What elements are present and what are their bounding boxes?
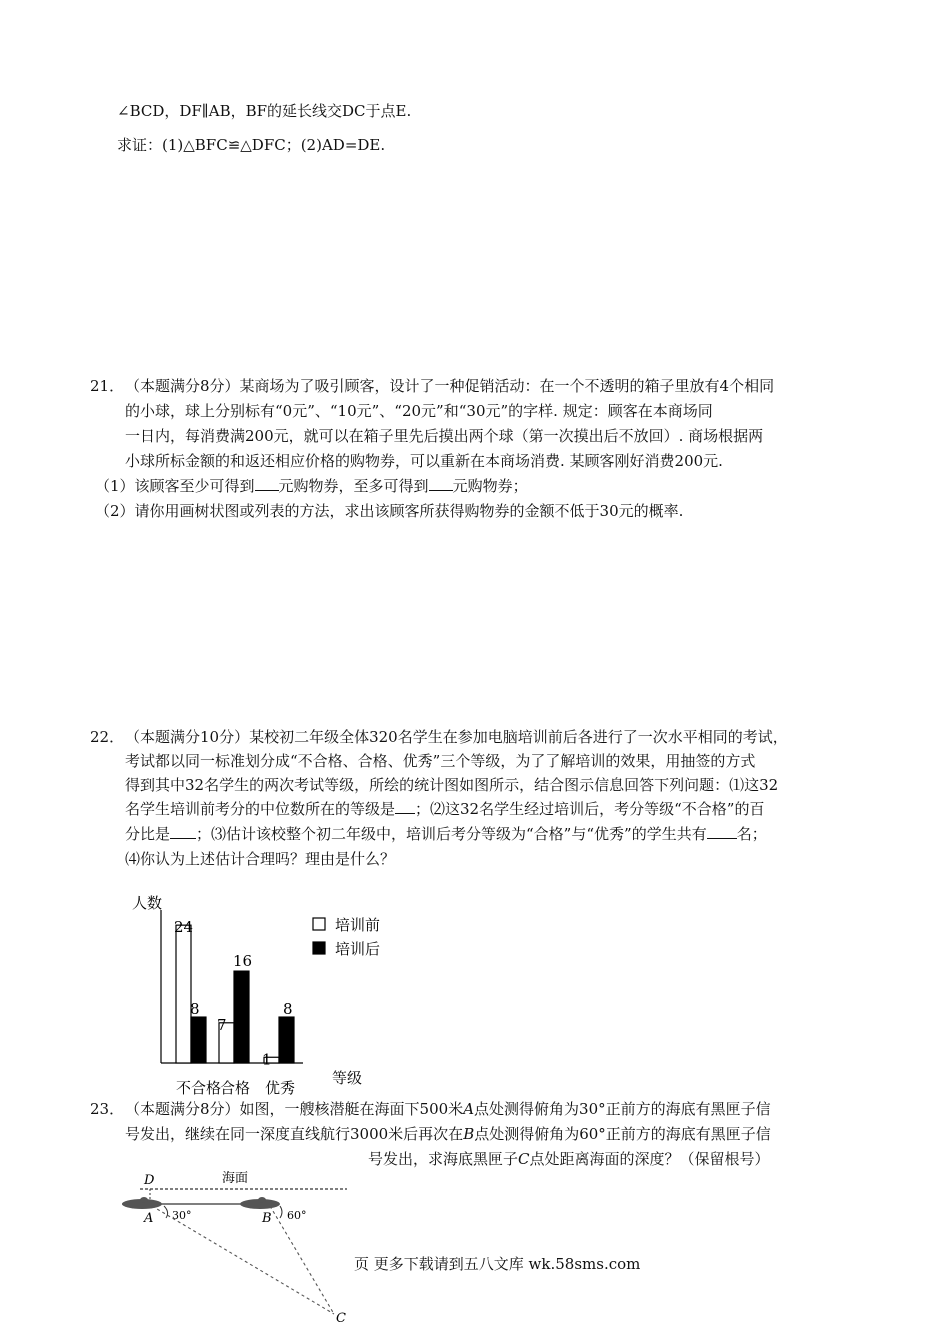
bar-chart [120, 888, 390, 1104]
q23-line3-text-b: 点处距离海面的深度？（保留根号） [529, 1150, 770, 1168]
q22-line2: 考试都以同一标准划分成“不合格、合格、优秀”三个等级，为了了解培训的效果，用抽签的方式 [125, 752, 756, 770]
q22-line5-text-a: 分比是 [125, 825, 171, 843]
q22-line4 [125, 797, 764, 821]
q23-line1 [125, 1097, 771, 1121]
q22-line5 [125, 822, 767, 846]
q21-sub2: （2）请你用画树状图或列表的方法，求出该顾客所获得购物券的金额不低于30元的概率. [95, 502, 684, 520]
q22-line5-text-c: 名； [736, 825, 767, 843]
submarine-tower-icon-b [258, 1197, 266, 1203]
bars-group [174, 918, 295, 1097]
bar-value-label-after-2: 8 [283, 1000, 293, 1019]
q21-line4: 小球所标金额的和返还相应价格的购物券，可以重新在本商场消费. 某顾客刚好消费200元. [125, 452, 723, 470]
q23-line1-text-b: 点处测得俯角为30°正前方的海底有黑匣子信 [474, 1100, 771, 1118]
q23-line1-text-a: （本题满分8分）如图，一艘核潜艇在海面下500米 [125, 1100, 464, 1118]
figure-label-b: B [262, 1211, 272, 1226]
chart-legend [313, 916, 380, 958]
submarine-tower-icon-a [140, 1197, 148, 1203]
q23-line2-text-b: 点处测得俯角为60°正前方的海底有黑匣子信 [474, 1125, 771, 1143]
angle-arc-b [280, 1206, 282, 1218]
category-label-0: 不合格 [176, 1079, 222, 1097]
answer-blank [255, 474, 279, 491]
angle-arc-a [164, 1206, 168, 1218]
q20-line2: 求证：(1)△BFC≌△DFC；(2)AD=DE. [117, 136, 386, 154]
figure-label-a: A [144, 1211, 154, 1226]
q22-line6: ⑷你认为上述估计合理吗？理由是什么？ [125, 850, 396, 868]
figure-label-c: C [336, 1311, 346, 1326]
bar-after-2 [279, 1017, 294, 1063]
q23-number: 23． [90, 1100, 125, 1118]
figure-label-d: D [144, 1173, 155, 1188]
q21-sub1-text-c: 元购物券； [452, 477, 528, 495]
bar-after-1 [234, 971, 249, 1063]
page-footer: 页 更多下载请到五八文库 wk.58sms.com [354, 1255, 641, 1273]
q21-sub1-text-b: 元购物券，至多可得到 [278, 477, 429, 495]
submarine-figure [112, 1168, 362, 1328]
q22-line4-text-b: ；⑵这32名学生经过培训后，考分等级“不合格”的百 [415, 800, 765, 818]
x-axis-label: 等级 [332, 1069, 363, 1087]
angle-label-a: 30° [172, 1209, 192, 1222]
point-b-label: B [463, 1125, 475, 1143]
legend-label-before: 培训前 [335, 916, 381, 934]
q23-line3-text-a: 号发出，求海底黑匣子 [368, 1150, 519, 1168]
point-a-label: A [463, 1100, 475, 1118]
answer-blank [707, 822, 737, 839]
bar-value-label-before-2: 1 [262, 1050, 272, 1069]
answer-blank [395, 797, 415, 814]
q21-line1: （本题满分8分）某商场为了吸引顾客，设计了一种促销活动：在一个不透明的箱子里放有4个相同 [125, 377, 775, 395]
answer-blank [170, 822, 196, 839]
q22-line1: （本题满分10分）某校初二年级全体320名学生在参加电脑培训前后各进行了一次水平相同的考试， [125, 728, 788, 746]
q21-number: 21． [90, 377, 125, 395]
q22-number: 22． [90, 728, 125, 746]
bar-after-0 [191, 1017, 206, 1063]
q21-sub1 [95, 474, 528, 498]
bar-value-label-after-0: 8 [190, 1000, 200, 1019]
bar-before-0 [176, 925, 191, 1063]
q21-line2: 的小球，球上分别标有“0元”、“10元”、“20元”和“30元”的字样. 规定：顾客在本商场同 [125, 402, 713, 420]
q22-line3: 得到其中32名学生的两次考试等级，所绘的统计图如图所示，结合图示信息回答下列问题：⑴这32 [125, 776, 779, 794]
legend-label-after: 培训后 [335, 940, 381, 958]
q23-line2 [125, 1122, 771, 1146]
bar-value-label-after-1: 16 [233, 952, 253, 971]
bar-value-label-before-1: 7 [217, 1015, 227, 1034]
sight-line-a [152, 1206, 334, 1314]
q23-line3 [368, 1147, 770, 1171]
sea-surface-label: 海面 [222, 1171, 249, 1186]
q22-line4-text-a: 名学生培训前考分的中位数所在的等级是 [125, 800, 396, 818]
answer-blank [429, 474, 453, 491]
category-label-1: 合格 [220, 1079, 251, 1097]
bar-value-label-before-0: 24 [174, 918, 194, 937]
q21-sub1-text-a: （1）该顾客至少可得到 [95, 477, 255, 495]
point-c-label: C [518, 1150, 530, 1168]
legend-swatch-before [313, 918, 325, 930]
angle-label-b: 60° [287, 1209, 307, 1222]
q22-line5-text-b: ；⑶估计该校整个初二年级中，培训后考分等级为“合格”与“优秀”的学生共有 [196, 825, 707, 843]
y-axis-label: 人数 [132, 894, 163, 912]
category-label-2: 优秀 [265, 1079, 296, 1097]
sight-line-b [270, 1206, 334, 1314]
q20-line1: ∠BCD，DF∥AB，BF的延长线交DC于点E. [117, 102, 412, 120]
q21-line3: 一日内，每消费满200元，就可以在箱子里先后摸出两个球（第一次摸出后不放回）. 商场根据两 [125, 427, 764, 445]
q23-line2-text-a: 号发出，继续在同一深度直线航行3000米后再次在 [125, 1125, 464, 1143]
legend-swatch-after [313, 942, 325, 954]
